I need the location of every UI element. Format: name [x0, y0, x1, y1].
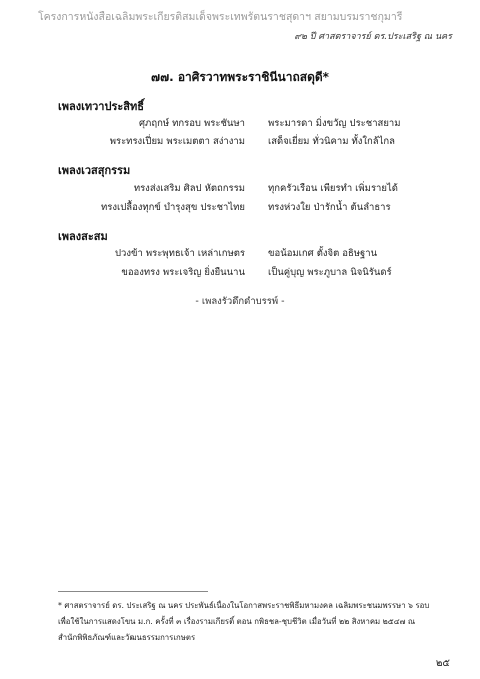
closing-note: - เพลงรัวดึกดำบรรพ์ - [195, 296, 285, 307]
verse-right: ขอน้อมเกศ ตั้งจิต อธิษฐาน [268, 248, 378, 259]
footnote-divider [58, 591, 208, 592]
section-heading: เพลงสะสม [58, 230, 108, 243]
footnote: * ศาสตราจารย์ ดร. ประเสริฐ ณ นคร ประพันธ์เนื่องในโอกาสพระราชพิธีมหามงคล เฉลิมพระชนมพรรษา ๖ รอบ เพื่อใช้ในการแสดงโขน ม.ก. ครั้งที่ ๓ เรื่องรามเกียรติ์ ตอน กพิธชล-ชุบชีวิต เมื่อวันที่ ๒๒ สิงหาคม ๒๕๔๗ ณ สำนักพิพิธภัณฑ์และวัฒนธรรมการเกษตร [58, 601, 430, 642]
verse-left: ศุภฤกษ์ ทกรอบ พระชันษา [139, 118, 245, 129]
verse-right: พระมารดา มิ่งขวัญ ประชาสยาม [268, 118, 401, 129]
verse-left: ขอองทรง พระเจริญ ยิ่งยืนนาน [121, 267, 245, 278]
verse-left: พระทรงเปี่ยม พระเมตตา สง่างาม [109, 136, 245, 147]
section-heading: เพลงเวสสุกรรม [58, 164, 131, 177]
verse-left: ทรงเปลื้องทุกข์ บำรุงสุข ประชาไทย [100, 202, 245, 213]
verse-left: ทรงส่งเสริม ศิลป หัตถกรรม [133, 183, 245, 194]
poem-title: ๗๗. อาศิรวาทพระราชินีนาถสดุดี* [151, 70, 329, 84]
header-author-line: ๙๒ ปี ศาสตราจารย์ ดร.ประเสริฐ ณ นคร [294, 32, 452, 42]
header-project-title: โครงการหนังสือเฉลิมพระเกียรติสมเด็จพระเทพรัตนราชสุดาฯ สยามบรมราชกุมารี [38, 11, 403, 23]
verse-right: เสด็จเยี่ยม ทั่วนิคาม ทั้งใกล้ไกล [268, 136, 395, 147]
verse-left: ปวงข้า พระพุทธเจ้า เหล่าเกษตร [114, 248, 245, 259]
verse-right: ทรงห่วงใย ป่ารักน้ำ ต้นลำธาร [268, 202, 391, 213]
verse-right: ทุกครัวเรือน เพียรทำ เพิ่มรายได้ [268, 183, 398, 194]
verse-right: เป็นคู่บุญ พระภูบาล นิจนิรันดร์ [268, 267, 392, 278]
page-number: ๒๕ [435, 658, 450, 669]
section-heading: เพลงเทวาประสิทธิ์ [58, 100, 144, 113]
